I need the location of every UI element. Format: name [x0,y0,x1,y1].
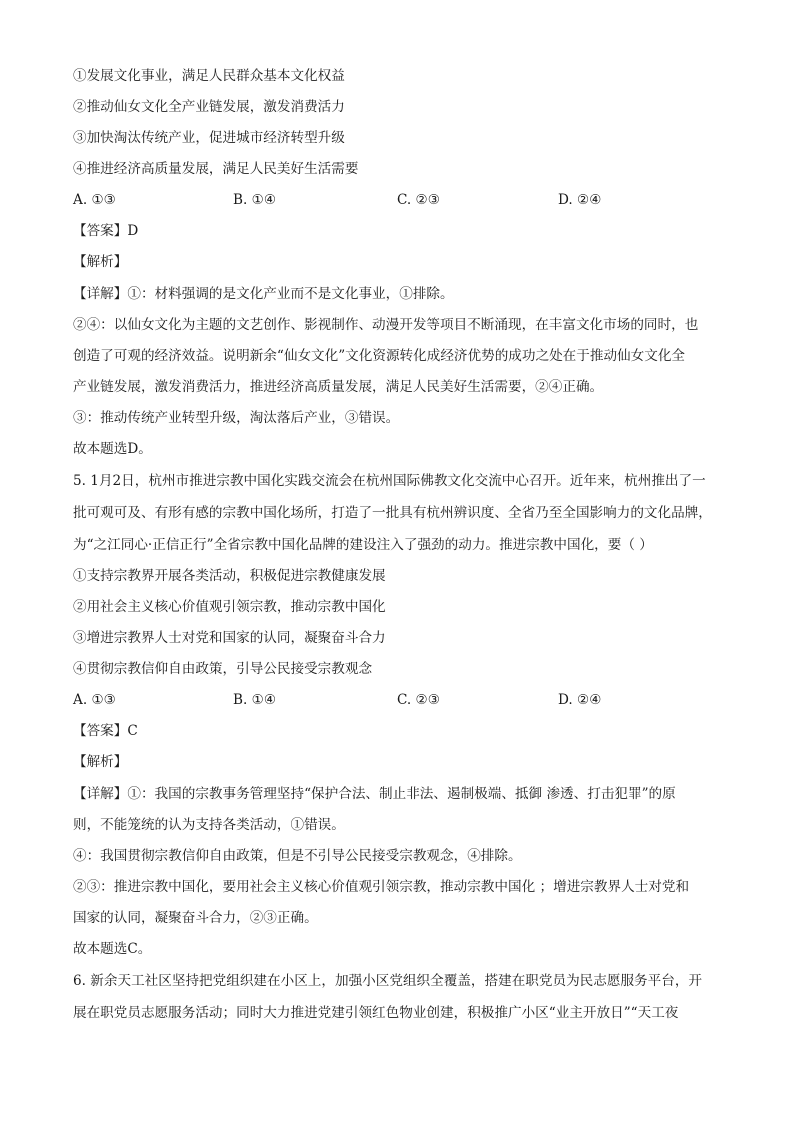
q5-stem-line: 批可观可及、有形有感的宗教中国化场所，打造了一批具有杭州辨识度、全省乃至全国影响力的文化品牌， [73,505,712,521]
q4-analysis-heading: 【解析】 [73,254,128,270]
q4-option-b: B. ①④ [233,192,277,208]
q5-option-b: B. ①④ [233,692,277,708]
q4-option-c: C. ②③ [397,192,440,208]
q6-stem-line: 展在职党员志愿服务活动；同时大力推进党建引领红色物业创建，积极推广小区“业主开放日”“天工夜 [73,1005,679,1021]
q5-item-4: ④贯彻宗教信仰自由政策，引导公民接受宗教观念 [73,661,373,677]
q4-item-2: ②推动仙女文化全产业链发展，激发消费活力 [73,99,345,115]
q4-answer: 【答案】D [73,223,139,239]
q5-item-1: ①支持宗教界开展各类活动，积极促进宗教健康发展 [73,568,386,584]
q4-detail-line: 产业链发展，激发消费活力，推进经济高质量发展，满足人民美好生活需要，②④正确。 [73,379,604,395]
q4-detail-line: 【详解】①：材料强调的是文化产业而不是文化事业，①排除。 [73,286,454,302]
q5-item-2: ②用社会主义核心价值观引领宗教，推动宗教中国化 [73,599,386,615]
q4-option-d: D. ②④ [558,192,602,208]
q4-item-3: ③加快淘汰传统产业，促进城市经济转型升级 [73,130,345,146]
q4-detail-line: ③：推动传统产业转型升级，淘汰落后产业，③错误。 [73,410,400,426]
q5-detail-line: 则，不能笼统的认为支持各类活动，①错误。 [73,817,345,833]
q5-answer: 【答案】C [73,723,138,739]
q5-option-d: D. ②④ [558,692,602,708]
q5-option-c: C. ②③ [397,692,440,708]
q4-option-a: A. ①③ [73,192,116,208]
q5-stem-line: 为“之江同心·正信正行”全省宗教中国化品牌的建设注入了强劲的动力。推进宗教中国化，要（ ） [73,537,653,553]
q4-detail-line: ②④：以仙女文化为主题的文艺创作、影视制作、动漫开发等项目不断涌现，在丰富文化市场的同时，也 [73,317,699,333]
q5-stem-line: 5. 1月2日，杭州市推进宗教中国化实践交流会在杭州国际佛教文化交流中心召开。近年来，杭州推出了一 [73,473,706,489]
q5-detail-line: 【详解】①：我国的宗教事务管理坚持“保护合法、制止非法、遏制极端、抵御 渗透、打击犯罪”的原 [73,786,676,802]
q5-conclusion: 故本题选C。 [73,941,152,957]
q5-detail-line: ④：我国贯彻宗教信仰自由政策，但是不引导公民接受宗教观念，④排除。 [73,848,522,864]
q5-detail-line: 国家的认同，凝聚奋斗合力，②③正确。 [73,910,318,926]
q5-analysis-heading: 【解析】 [73,754,128,770]
q4-item-1: ①发展文化事业，满足人民群众基本文化权益 [73,68,345,84]
q5-item-3: ③增进宗教界人士对党和国家的认同，凝聚奋斗合力 [73,630,386,646]
q6-stem-line: 6. 新余天工社区坚持把党组织建在小区上，加强小区党组织全覆盖，搭建在职党员为民志愿服务平台，开 [73,973,703,989]
q5-detail-line: ②③：推进宗教中国化，要用社会主义核心价值观引领宗教，推动宗教中国化 ；增进宗教界人士对党和 [73,879,690,895]
q5-option-a: A. ①③ [73,692,116,708]
q4-item-4: ④推进经济高质量发展，满足人民美好生活需要 [73,161,359,177]
q4-conclusion: 故本题选D。 [73,441,152,457]
q4-detail-line: 创造了可观的经济效益。说明新余“仙女文化”文化资源转化成经济优势的成功之处在于推动仙女文化全 [73,348,686,364]
